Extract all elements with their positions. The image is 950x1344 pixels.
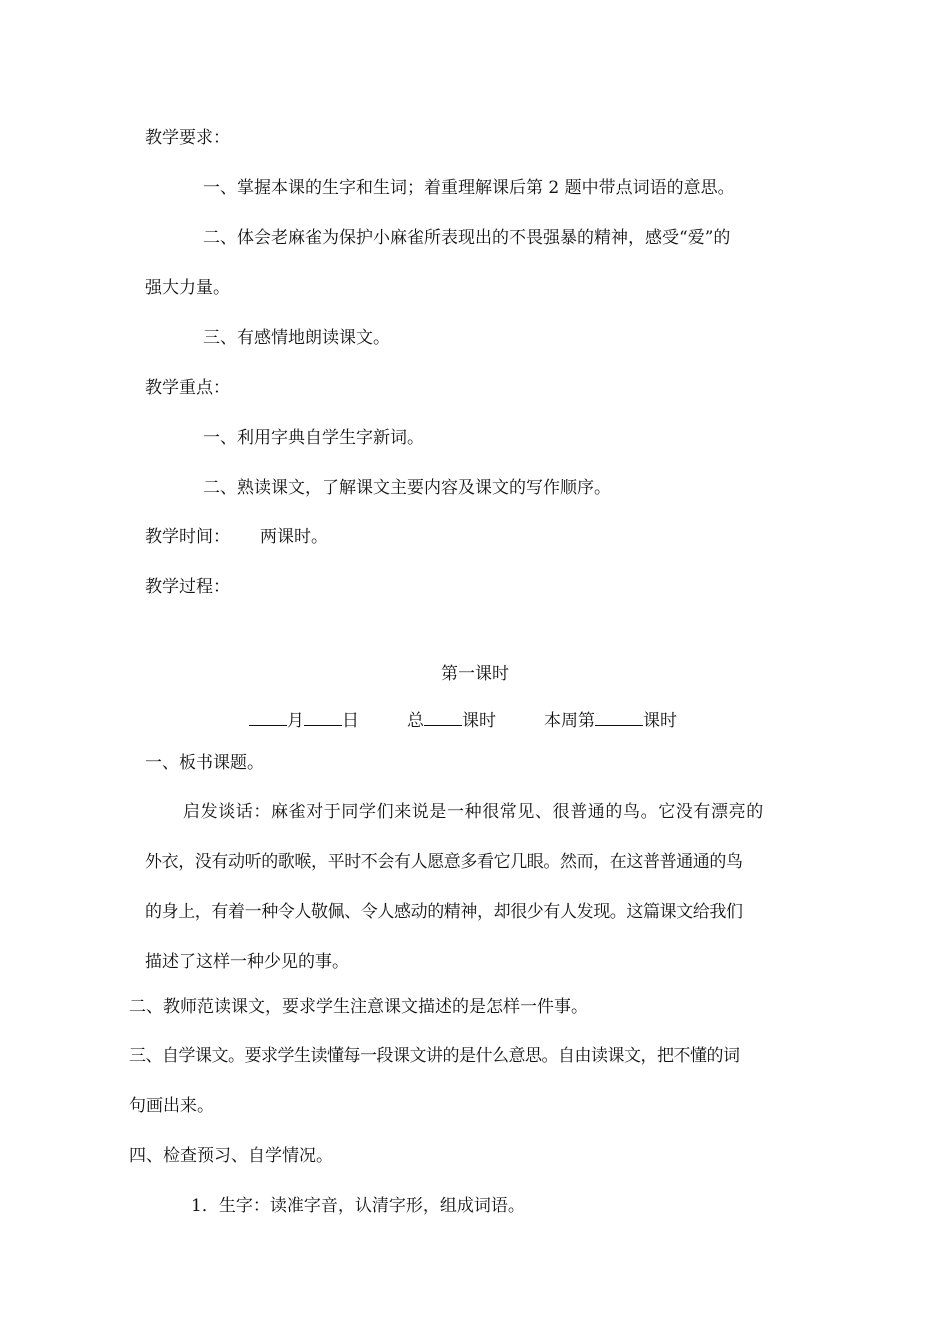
time-label: 教学时间：	[145, 527, 230, 547]
focus-item-2: 二、熟读课文，了解课文主要内容及课文的写作顺序。	[203, 478, 611, 498]
day-label: 日	[342, 711, 359, 731]
month-label: 月	[287, 711, 304, 731]
step-2: 二、教师范读课文，要求学生注意课文描述的是怎样一件事。	[129, 997, 588, 1017]
step-3-line-1: 三、自学课文。要求学生读懂每一段课文讲的是什么意思。自由读课文，把不懂的词	[129, 1046, 740, 1066]
day-blank	[304, 707, 342, 726]
requirement-item-2: 二、体会老麻雀为保护小麻雀所表现出的不畏强暴的精神，感受“爱”的	[203, 228, 731, 248]
week-prefix: 本周第	[544, 711, 595, 731]
week-suffix: 课时	[643, 711, 677, 731]
step-1-text-line-4: 描述了这样一种少见的事。	[145, 952, 349, 972]
requirement-item-1: 一、掌握本课的生字和生词；着重理解课后第 2 题中带点词语的意思。	[203, 178, 735, 198]
total-prefix: 总	[407, 711, 424, 731]
time-value: 两课时。	[260, 527, 328, 547]
lesson-date-row	[249, 707, 677, 731]
focus-heading: 教学重点：	[145, 378, 230, 398]
total-blank	[424, 707, 462, 726]
requirement-item-2-cont: 强大力量。	[145, 278, 230, 298]
week-blank	[595, 707, 643, 726]
requirements-heading: 教学要求：	[145, 128, 230, 148]
step-1-text-line-3: 的身上，有着一种令人敬佩、令人感动的精神，却很少有人发现。这篇课文给我们	[145, 902, 743, 922]
step-1-text-line-2: 外衣，没有动听的歌喉，平时不会有人愿意多看它几眼。然而，在这普普通通的鸟	[145, 852, 743, 872]
focus-item-1: 一、利用字典自学生字新词。	[203, 428, 424, 448]
process-heading: 教学过程：	[145, 577, 230, 597]
requirement-item-3: 三、有感情地朗读课文。	[203, 328, 390, 348]
time-row	[145, 525, 328, 549]
month-blank	[249, 707, 287, 726]
step-4-sub-1: 1．生字：读准字音，认清字形，组成词语。	[191, 1196, 525, 1216]
step-1-title: 一、板书课题。	[145, 753, 264, 773]
step-4: 四、检查预习、自学情况。	[129, 1146, 333, 1166]
lesson-title: 第一课时	[441, 664, 509, 684]
step-1-text-line-1: 启发谈话：麻雀对于同学们来说是一种很常见、很普通的鸟。它没有漂亮的	[183, 802, 764, 822]
total-suffix: 课时	[462, 711, 496, 731]
step-3-line-2: 句画出来。	[129, 1096, 214, 1116]
